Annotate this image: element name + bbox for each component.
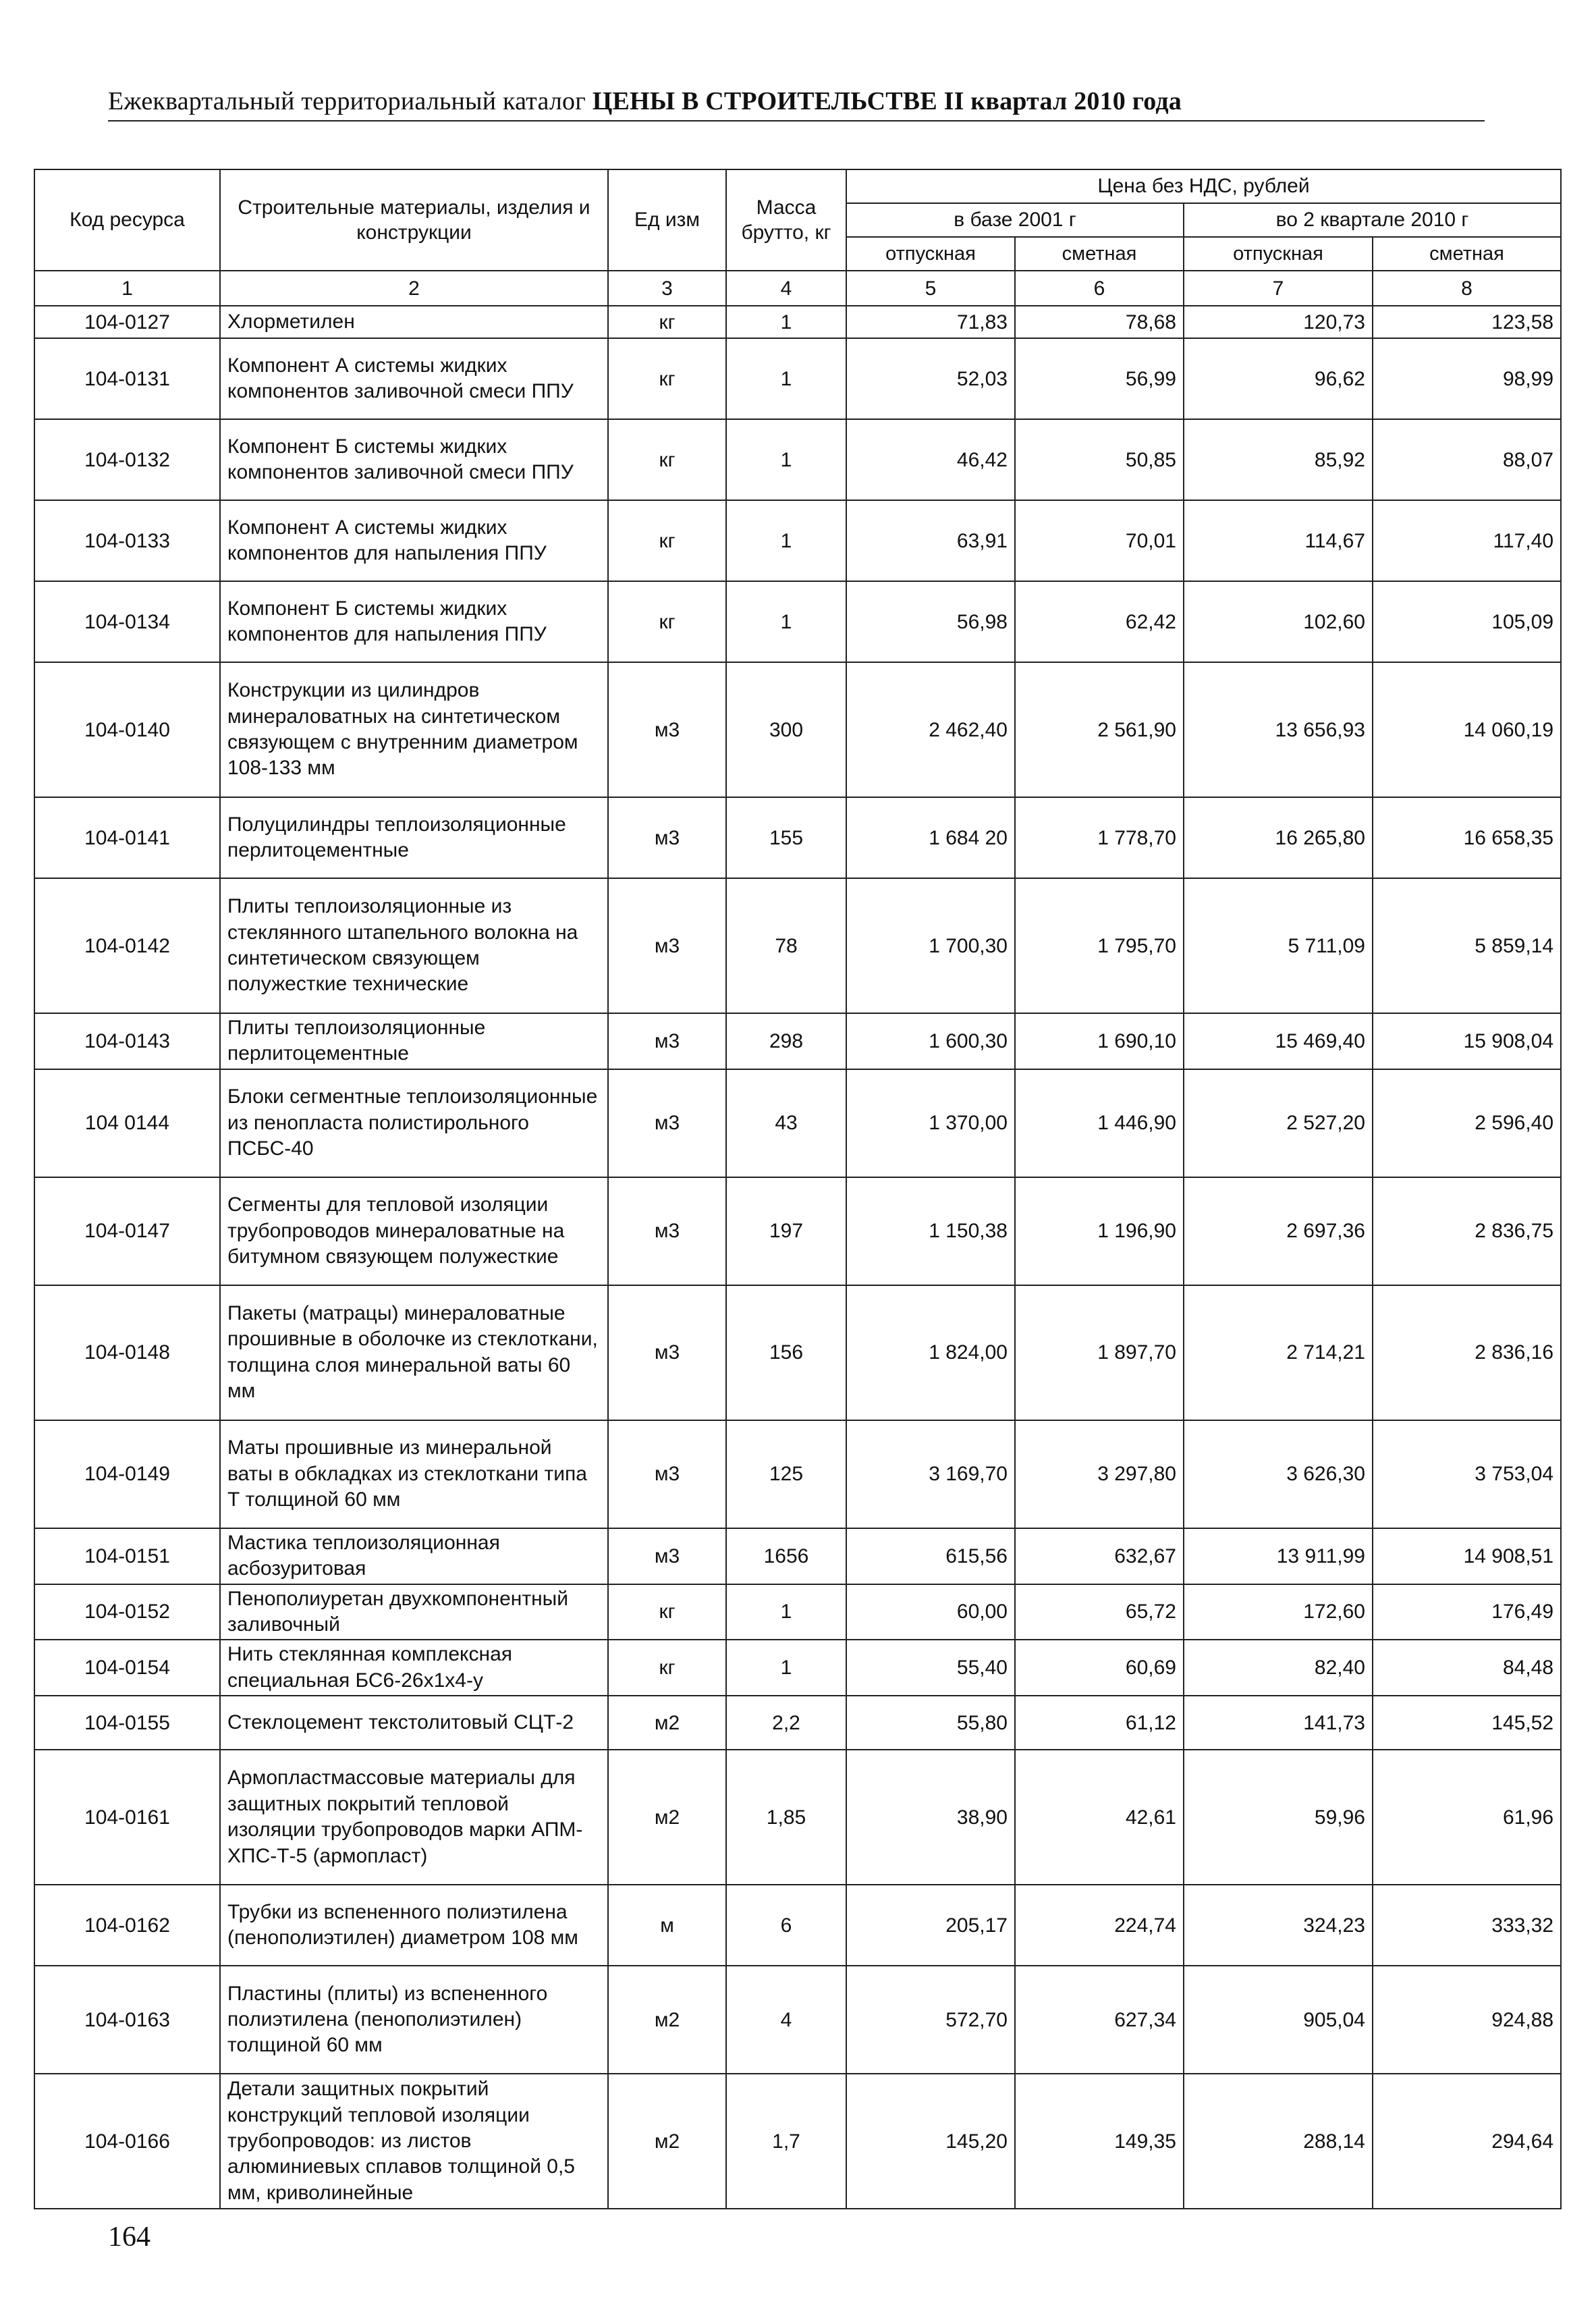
base-release-price: 55,40: [846, 1640, 1015, 1696]
gross-mass: 125: [726, 1420, 846, 1528]
current-estimate-price: 3 753,04: [1373, 1420, 1561, 1528]
material-name: Нить стеклянная комплексная специальная БС6-26х1х4-у: [220, 1640, 608, 1696]
table-row: [34, 306, 1561, 338]
current-release-price: 3 626,30: [1184, 1420, 1373, 1528]
gross-mass: 43: [726, 1069, 846, 1177]
unit-of-measure: м2: [608, 1966, 726, 2074]
material-name: Компонент Б системы жидких компонентов для напыления ППУ: [220, 581, 608, 662]
gross-mass: 2,2: [726, 1696, 846, 1750]
current-release-price: 59,96: [1184, 1750, 1373, 1885]
resource-code: 104-0133: [34, 500, 220, 581]
catalog-prefix: Ежеквартальный территориальный каталог: [108, 87, 586, 115]
current-estimate-price: 5 859,14: [1373, 878, 1561, 1013]
price-table: [34, 169, 1562, 2209]
resource-code: 104-0148: [34, 1285, 220, 1420]
base-release-price: 572,70: [846, 1966, 1015, 2074]
current-release-price: 2 527,20: [1184, 1069, 1373, 1177]
base-release-price: 63,91: [846, 500, 1015, 581]
gross-mass: 1656: [726, 1528, 846, 1584]
gross-mass: 1: [726, 338, 846, 419]
current-release-price: 114,67: [1184, 500, 1373, 581]
resource-code: 104-0151: [34, 1528, 220, 1584]
current-estimate-price: 14 060,19: [1373, 662, 1561, 797]
table-row: [34, 1285, 1561, 1420]
resource-code: 104-0142: [34, 878, 220, 1013]
table-row: [34, 878, 1561, 1013]
header-unit: Ед изм: [608, 169, 726, 271]
base-release-price: 46,42: [846, 419, 1015, 500]
current-release-price: 288,14: [1184, 2074, 1373, 2209]
current-release-price: 172,60: [1184, 1584, 1373, 1640]
resource-code: 104-0132: [34, 419, 220, 500]
unit-of-measure: кг: [608, 500, 726, 581]
unit-of-measure: кг: [608, 419, 726, 500]
base-estimate-price: 56,99: [1015, 338, 1184, 419]
unit-of-measure: кг: [608, 338, 726, 419]
current-release-price: 141,73: [1184, 1696, 1373, 1750]
base-release-price: 1 150,38: [846, 1177, 1015, 1285]
table-row: [34, 1420, 1561, 1528]
material-name: Сегменты для тепловой изоляции трубопроводов минераловатные на битумном связующем полужесткие: [220, 1177, 608, 1285]
header-name: Строительные материалы, изделия и конструкции: [220, 169, 608, 271]
table-row: [34, 1584, 1561, 1640]
current-estimate-price: 117,40: [1373, 500, 1561, 581]
table-row: [34, 2074, 1561, 2209]
resource-code: 104-0127: [34, 306, 220, 338]
base-release-price: 3 169,70: [846, 1420, 1015, 1528]
base-release-price: 56,98: [846, 581, 1015, 662]
base-release-price: 1 600,30: [846, 1013, 1015, 1069]
base-estimate-price: 1 446,90: [1015, 1069, 1184, 1177]
base-estimate-price: 632,67: [1015, 1528, 1184, 1584]
unit-of-measure: м3: [608, 1528, 726, 1584]
unit-of-measure: м3: [608, 1013, 726, 1069]
table-row: [34, 581, 1561, 662]
material-name: Детали защитных покрытий конструкций тепловой изоляции трубопроводов: из листов алюминиевых сплавов толщиной 0,5 мм, криволинейные: [220, 2074, 608, 2209]
resource-code: 104-0152: [34, 1584, 220, 1640]
current-release-price: 102,60: [1184, 581, 1373, 662]
current-estimate-price: 84,48: [1373, 1640, 1561, 1696]
current-estimate-price: 333,32: [1373, 1885, 1561, 1966]
header-base-2001: в базе 2001 г: [846, 203, 1184, 237]
gross-mass: 78: [726, 878, 846, 1013]
header-base-release: отпускная: [846, 237, 1015, 271]
gross-mass: 1,85: [726, 1750, 846, 1885]
gross-mass: 197: [726, 1177, 846, 1285]
base-estimate-price: 1 795,70: [1015, 878, 1184, 1013]
column-number: 1: [34, 271, 220, 306]
base-estimate-price: 1 196,90: [1015, 1177, 1184, 1285]
material-name: Пенополиуретан двухкомпонентный заливочный: [220, 1584, 608, 1640]
unit-of-measure: м3: [608, 1285, 726, 1420]
header-base-estimate: сметная: [1015, 237, 1184, 271]
running-head: [108, 86, 1485, 122]
base-release-price: 55,80: [846, 1696, 1015, 1750]
column-number: 4: [726, 271, 846, 306]
resource-code: 104-0155: [34, 1696, 220, 1750]
base-estimate-price: 224,74: [1015, 1885, 1184, 1966]
header-current-estimate: сметная: [1373, 237, 1561, 271]
unit-of-measure: м3: [608, 662, 726, 797]
table-row: [34, 1696, 1561, 1750]
unit-of-measure: м2: [608, 2074, 726, 2209]
gross-mass: 298: [726, 1013, 846, 1069]
base-release-price: 38,90: [846, 1750, 1015, 1885]
base-estimate-price: 149,35: [1015, 2074, 1184, 2209]
material-name: Маты прошивные из минеральной ваты в обкладках из стеклоткани типа Т толщиной 60 мм: [220, 1420, 608, 1528]
column-number-row: [34, 271, 1561, 306]
current-release-price: 120,73: [1184, 306, 1373, 338]
material-name: Стеклоцемент текстолитовый СЦТ-2: [220, 1696, 608, 1750]
base-release-price: 71,83: [846, 306, 1015, 338]
base-release-price: 2 462,40: [846, 662, 1015, 797]
resource-code: 104-0141: [34, 797, 220, 878]
gross-mass: 1: [726, 500, 846, 581]
base-estimate-price: 1 897,70: [1015, 1285, 1184, 1420]
material-name: Пластины (плиты) из вспененного полиэтилена (пенополиэтилен) толщиной 60 мм: [220, 1966, 608, 2074]
current-estimate-price: 2 836,75: [1373, 1177, 1561, 1285]
gross-mass: 1,7: [726, 2074, 846, 2209]
unit-of-measure: кг: [608, 306, 726, 338]
column-number: 2: [220, 271, 608, 306]
catalog-title: ЦЕНЫ В СТРОИТЕЛЬСТВЕ II квартал 2010 года: [592, 87, 1182, 115]
base-estimate-price: 61,12: [1015, 1696, 1184, 1750]
current-estimate-price: 15 908,04: [1373, 1013, 1561, 1069]
current-release-price: 15 469,40: [1184, 1013, 1373, 1069]
unit-of-measure: м: [608, 1885, 726, 1966]
header-mass: Масса брутто, кг: [726, 169, 846, 271]
base-estimate-price: 2 561,90: [1015, 662, 1184, 797]
current-estimate-price: 294,64: [1373, 2074, 1561, 2209]
resource-code: 104-0140: [34, 662, 220, 797]
current-estimate-price: 16 658,35: [1373, 797, 1561, 878]
resource-code: 104-0161: [34, 1750, 220, 1885]
resource-code: 104-0166: [34, 2074, 220, 2209]
table-row: [34, 1528, 1561, 1584]
current-release-price: 905,04: [1184, 1966, 1373, 2074]
base-release-price: 1 370,00: [846, 1069, 1015, 1177]
table-row: [34, 1013, 1561, 1069]
current-estimate-price: 176,49: [1373, 1584, 1561, 1640]
unit-of-measure: м2: [608, 1750, 726, 1885]
gross-mass: 1: [726, 419, 846, 500]
unit-of-measure: м3: [608, 878, 726, 1013]
current-release-price: 324,23: [1184, 1885, 1373, 1966]
resource-code: 104-0162: [34, 1885, 220, 1966]
column-number: 3: [608, 271, 726, 306]
current-release-price: 5 711,09: [1184, 878, 1373, 1013]
column-number: 7: [1184, 271, 1373, 306]
base-release-price: 615,56: [846, 1528, 1015, 1584]
base-estimate-price: 70,01: [1015, 500, 1184, 581]
material-name: Мастика теплоизоляционная асбозуритовая: [220, 1528, 608, 1584]
table-row: [34, 1750, 1561, 1885]
current-release-price: 2 714,21: [1184, 1285, 1373, 1420]
base-estimate-price: 627,34: [1015, 1966, 1184, 2074]
material-name: Конструкции из цилиндров минераловатных на синтетическом связующем с внутренним диаметром 108-133 мм: [220, 662, 608, 797]
page-number: 164: [108, 2222, 150, 2253]
table-row: [34, 797, 1561, 878]
table-row: [34, 338, 1561, 419]
current-estimate-price: 14 908,51: [1373, 1528, 1561, 1584]
current-estimate-price: 924,88: [1373, 1966, 1561, 2074]
unit-of-measure: кг: [608, 1584, 726, 1640]
gross-mass: 6: [726, 1885, 846, 1966]
gross-mass: 1: [726, 581, 846, 662]
gross-mass: 1: [726, 1584, 846, 1640]
current-estimate-price: 2 596,40: [1373, 1069, 1561, 1177]
base-estimate-price: 50,85: [1015, 419, 1184, 500]
current-estimate-price: 88,07: [1373, 419, 1561, 500]
table-row: [34, 419, 1561, 500]
column-number: 6: [1015, 271, 1184, 306]
unit-of-measure: м3: [608, 1420, 726, 1528]
resource-code: 104-0147: [34, 1177, 220, 1285]
material-name: Пакеты (матрацы) минераловатные прошивные в оболочке из стеклоткани, толщина слоя минеральной ваты 60 мм: [220, 1285, 608, 1420]
base-release-price: 1 824,00: [846, 1285, 1015, 1420]
current-release-price: 13 656,93: [1184, 662, 1373, 797]
material-name: Трубки из вспененного полиэтилена (пенополиэтилен) диаметром 108 мм: [220, 1885, 608, 1966]
current-estimate-price: 145,52: [1373, 1696, 1561, 1750]
material-name: Плиты теплоизоляционные перлитоцементные: [220, 1013, 608, 1069]
base-release-price: 145,20: [846, 2074, 1015, 2209]
base-estimate-price: 1 690,10: [1015, 1013, 1184, 1069]
table-row: [34, 1885, 1561, 1966]
header-price-group: Цена без НДС, рублей: [846, 169, 1561, 203]
base-release-price: 205,17: [846, 1885, 1015, 1966]
resource-code: 104-0131: [34, 338, 220, 419]
resource-code: 104-0163: [34, 1966, 220, 2074]
material-name: Полуцилиндры теплоизоляционные перлитоцементные: [220, 797, 608, 878]
unit-of-measure: м3: [608, 797, 726, 878]
material-name: Плиты теплоизоляционные из стеклянного штапельного волокна на синтетическом связующем полужесткие технические: [220, 878, 608, 1013]
column-number: 5: [846, 271, 1015, 306]
gross-mass: 1: [726, 1640, 846, 1696]
gross-mass: 1: [726, 306, 846, 338]
current-estimate-price: 2 836,16: [1373, 1285, 1561, 1420]
resource-code: 104-0149: [34, 1420, 220, 1528]
material-name: Армопластмассовые материалы для защитных покрытий тепловой изоляции трубопроводов марки АПМ-ХПС-Т-5 (армопласт): [220, 1750, 608, 1885]
base-estimate-price: 1 778,70: [1015, 797, 1184, 878]
header-q2-2010: во 2 квартале 2010 г: [1184, 203, 1561, 237]
base-release-price: 1 700,30: [846, 878, 1015, 1013]
unit-of-measure: кг: [608, 581, 726, 662]
current-estimate-price: 105,09: [1373, 581, 1561, 662]
table-row: [34, 1177, 1561, 1285]
gross-mass: 300: [726, 662, 846, 797]
column-number: 8: [1373, 271, 1561, 306]
unit-of-measure: м2: [608, 1696, 726, 1750]
table-row: [34, 1966, 1561, 2074]
base-release-price: 1 684 20: [846, 797, 1015, 878]
header-current-release: отпускная: [1184, 237, 1373, 271]
current-release-price: 13 911,99: [1184, 1528, 1373, 1584]
table-row: [34, 500, 1561, 581]
resource-code: 104-0134: [34, 581, 220, 662]
current-release-price: 96,62: [1184, 338, 1373, 419]
table-header: [34, 169, 1561, 271]
current-estimate-price: 98,99: [1373, 338, 1561, 419]
base-estimate-price: 3 297,80: [1015, 1420, 1184, 1528]
base-estimate-price: 62,42: [1015, 581, 1184, 662]
base-estimate-price: 60,69: [1015, 1640, 1184, 1696]
current-release-price: 2 697,36: [1184, 1177, 1373, 1285]
base-estimate-price: 42,61: [1015, 1750, 1184, 1885]
current-estimate-price: 123,58: [1373, 306, 1561, 338]
table-body: [34, 271, 1561, 2209]
unit-of-measure: м3: [608, 1069, 726, 1177]
material-name: Компонент А системы жидких компонентов для напыления ППУ: [220, 500, 608, 581]
gross-mass: 156: [726, 1285, 846, 1420]
unit-of-measure: м3: [608, 1177, 726, 1285]
base-estimate-price: 78,68: [1015, 306, 1184, 338]
material-name: Блоки сегментные теплоизоляционные из пенопласта полистирольного ПСБС-40: [220, 1069, 608, 1177]
gross-mass: 155: [726, 797, 846, 878]
base-estimate-price: 65,72: [1015, 1584, 1184, 1640]
base-release-price: 52,03: [846, 338, 1015, 419]
material-name: Хлорметилен: [220, 306, 608, 338]
material-name: Компонент Б системы жидких компонентов заливочной смеси ППУ: [220, 419, 608, 500]
material-name: Компонент А системы жидких компонентов заливочной смеси ППУ: [220, 338, 608, 419]
current-estimate-price: 61,96: [1373, 1750, 1561, 1885]
base-release-price: 60,00: [846, 1584, 1015, 1640]
header-code: Код ресурса: [34, 169, 220, 271]
current-release-price: 85,92: [1184, 419, 1373, 500]
resource-code: 104-0143: [34, 1013, 220, 1069]
table-row: [34, 662, 1561, 797]
table-row: [34, 1069, 1561, 1177]
current-release-price: 16 265,80: [1184, 797, 1373, 878]
unit-of-measure: кг: [608, 1640, 726, 1696]
resource-code: 104-0154: [34, 1640, 220, 1696]
gross-mass: 4: [726, 1966, 846, 2074]
resource-code: 104 0144: [34, 1069, 220, 1177]
current-release-price: 82,40: [1184, 1640, 1373, 1696]
table-row: [34, 1640, 1561, 1696]
